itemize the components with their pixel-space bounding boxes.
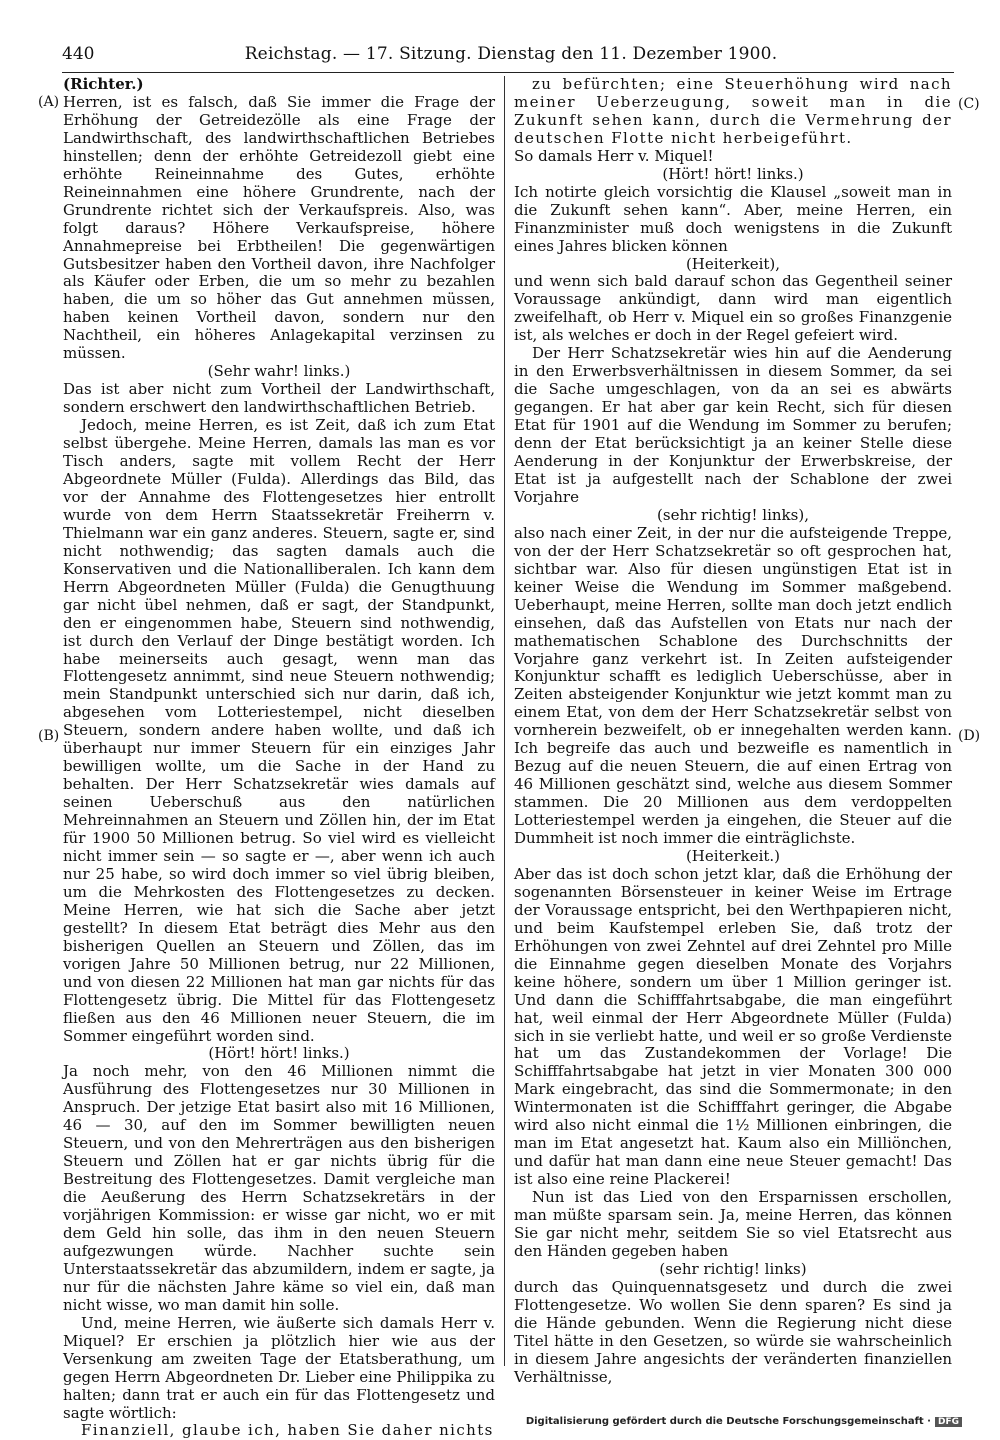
- margin-mark-a: (A): [38, 94, 60, 110]
- paragraph: also nach einer Zeit, in der nur die aufsteigende Treppe, von der der Herr Schatzsekretär so oft gesprochen hat, sichtbar war. Also für diesen ungünstigen Etat ist in keiner Weise die Wendung im Sommer maßgebend. Ueberhaupt, meine Herren, sollte man doch jetzt endlich einsehen, daß das Aufstellen von Etats nur nach der mathematischen Schablone des Durchschnitts der Vorjahre ganz verkehrt ist. In Zeiten aufsteigender Konjunktur schafft es lediglich Ueberschüsse, aber in Zeiten absteigender Konjunktur wie jetzt kommt man zu einem Etat, von dem der Herr Schatzsekretär selbst von vornherein bezweifelt, ob er innegehalten werden kann. Ich begreife das auch und bezweifle es namentlich in Bezug auf die neuen Steuern, die auf einen Ertrag von 46 Millionen geschätzt sind, welche aus diesem Sommer stammen. Die 20 Millionen aus dem verdoppelten Lotteriestempel werden ja eingehen, die Steuer auf die Dummheit ist noch immer die einträglichste.: [514, 523, 952, 848]
- page-header: [62, 44, 960, 68]
- interjection: (Heiterkeit),: [685, 254, 781, 273]
- margin-mark-d: (D): [958, 728, 981, 744]
- speaker-label: (Richter.): [63, 75, 144, 93]
- paragraph: Der Herr Schatzsekretär wies hin auf die Aenderung in den Erwerbsverhältnissen in diesem Sommer, da sei die Sache umgeschlagen, von da an sei es abwärts gegangen. Er hat aber gar kein Recht, sich für diesen Etat für 1901 auf die Wendung im Sommer zu berufen; denn der Etat berücksichtigt ja an keiner Stelle diese Aenderung in der Konjunktur der Erwerbskreise, der Etat ist ja aufgestellt nach der Schablone der zwei Vorjahre: [514, 344, 952, 506]
- paragraph: Ja noch mehr, von den 46 Millionen nimmt die Ausführung des Flottengesetzes nur 30 Millionen in Anspruch. Der jetzige Etat basirt also mit 16 Millionen, 46 — 30, auf den im Sommer bewilligten neuen Steuern, und von den Mehrerträgen aus den bisherigen Steuern und Zöllen hat er gar nichts übrig für die Bestreitung des Flottengesetzes. Damit vergleiche man die Aeußerung des Herrn Schatzsekretärs in der vorjährigen Kommission: er wisse gar nicht, wo er mit dem Geld hin solle, das ihm in den neuen Steuern aufgezwungen würde. Nachher suchte sein Unterstaatssekretär das abzumildern, indem er sagte, ja nur für die nächsten Jahre käme so viel ein, daß man nicht wisse, wo man damit hin solle.: [63, 1062, 495, 1314]
- page-title: Reichstag. — 17. Sitzung. Dienstag den 11. Dezember 1900.: [244, 44, 778, 64]
- paragraph: Das ist aber nicht zum Vortheil der Landwirthschaft, sondern erschwert den landwirthschaftlichen Betrieb.: [63, 380, 495, 417]
- interjection: (Heiterkeit.): [685, 846, 781, 865]
- interjection: (Hört! hört! links.): [208, 1044, 350, 1063]
- column-divider: [504, 76, 505, 1366]
- paragraph: Herren, ist es falsch, daß Sie immer die Frage der Erhöhung der Getreidezölle als eine Frage der Landwirthschaft, des landwirthschaftlichen Betriebes hinstellen; denn der erhöhte Getreidezoll giebt eine erhöhte Reineinnahme des Gutes, erhöhte Reineinnahmen eine höhere Grundrente, nach der Grundrente richtet sich der Verkaufspreis. Also, was folgt daraus? Höhere Verkaufspreise, höhere Annahmepreise bei Erbtheilen! Die gegenwärtigen Gutsbesitzer haben den Vortheil davon, ihre Nachfolger als Käufer oder Erben, die um so mehr zu bezahlen haben, die um so höher das Gut annehmen müssen, haben keinen Vortheil davon, sondern nur den Nachtheil, ein höheres Anlagekapital verzinsen zu müssen.: [63, 92, 495, 363]
- margin-mark-b: (B): [38, 728, 60, 744]
- paragraph: Nun ist das Lied von den Ersparnissen erschollen, man müßte sparsam sein. Ja, meine Herren, das können Sie gar nicht mehr, seitdem Sie so viel Etatsrecht aus den Händen gegeben haben: [514, 1188, 952, 1260]
- dfg-logo: DFG: [935, 1417, 962, 1427]
- footer-text: Digitalisierung gefördert durch die Deutsche Forschungsgemeinschaft ·: [525, 1416, 931, 1427]
- left-column: [63, 76, 495, 1440]
- page-number: 440: [62, 44, 95, 64]
- interjection: (sehr richtig! links): [659, 1259, 807, 1278]
- quotation: zu befürchten; eine Steuerhöhung wird nach meiner Ueberzeugung, soweit man in die Zukunft sehen kann, durch die Vermehrung der deutschen Flotte nicht herbeigeführt.: [514, 75, 952, 147]
- quotation: Finanziell, glaube ich, haben Sie daher nichts: [81, 1421, 494, 1440]
- header-rule: [62, 72, 954, 73]
- paragraph: durch das Quinquennatsgesetz und durch die zwei Flottengesetze. Wo wollen Sie denn sparen? Es sind ja die Hände gebunden. Wenn die Regierung nicht diese Titel hätte in den Gesetzen, so würde sie wahrscheinlich in diesem Jahre angesichts der veränderten finanziellen Verhältnisse,: [514, 1277, 952, 1386]
- footer-credit: [526, 1416, 962, 1427]
- paragraph: und wenn sich bald darauf schon das Gegentheil seiner Voraussage ankündigt, dann wird man eigentlich zweifelhaft, ob Herr v. Miquel ein so großes Finanzgenie ist, als welches er doch in der Regel gefeiert wird.: [514, 272, 952, 345]
- interjection: (Sehr wahr! links.): [207, 362, 351, 381]
- right-column: [514, 76, 952, 1387]
- paragraph: Jedoch, meine Herren, es ist Zeit, daß ich zum Etat selbst übergehe. Meine Herren, damals las man es vor Tisch anders, sagte mit vollem Recht der Herr Abgeordnete Müller (Fulda). Allerdings das Bild, das vor der Annahme des Flottengesetzes hier entrollt wurde von dem Herrn Staatssekretär Freiherrn v. Thielmann war ein ganz anderes. Steuern, sagte er, sind nicht nothwendig; das sagten damals auch die Konservativen und die Nationalliberalen. Ich kann dem Herrn Abgeordneten Müller (Fulda) die Genugthuung gar nicht übel nehmen, daß er sagt, der Standpunkt, den er eingenommen habe, Steuern sind nothwendig, ist durch den Verlauf der Dinge bestätigt worden. Ich habe meinerseits auch gesagt, wenn man das Flottengesetz annimmt, sind neue Steuern nothwendig; mein Standpunkt unterschied sich nur darin, daß ich, abgesehen vom Lotteriestempel, nicht dieselben Steuern, sondern andere haben wollte, und daß ich überhaupt nur immer Steuern für ein einziges Jahr bewilligen wollte, um die Sache in der Hand zu behalten. Der Herr Schatzsekretär wies damals auf seinen Ueberschuß aus den natürlichen Mehreinnahmen an Steuern und Zöllen hin, der im Etat für 1900 50 Millionen betrug. So viel wird es vielleicht nicht immer sein — so sagte er —, aber wenn ich auch nur 25 habe, so wird doch immer so viel übrig bleiben, um die Mehrkosten des Flottengesetzes zu decken. Meine Herren, wie hat sich die Sache aber jetzt gestellt? In diesem Etat beträgt dies Mehr aus den bisherigen Quellen an Steuern und Zöllen, das im vorigen Jahre 50 Millionen betrug, nur 22 Millionen, und von diesen 22 Millionen hat man gar nichts für das Flottengesetz übrig. Die Mittel für das Flottengesetz fließen aus den 46 Millionen neuer Steuern, die im Sommer eingeführt worden sind.: [63, 416, 495, 1045]
- paragraph: Aber das ist doch schon jetzt klar, daß die Erhöhung der sogenannten Börsensteuer in keiner Weise im Ertrage der Voraussage entspricht, bei den Werthpapieren nicht, und beim Kaufstempel erleben Sie, daß trotz der Erhöhungen von zwei Zehntel auf drei Zehntel pro Mille die Einnahme gegen dieselben Monate des Vorjahrs keine höhere, sondern um über 1 Million geringer ist. Und dann die Schifffahrtsabgabe, die man eingeführt hat, weil einmal der Herr Abgeordnete Müller (Fulda) sich in sie verliebt hatte, und weil er so große Verdienste hat um das Zustandekommen der Vorlage! Die Schifffahrtsabgabe hat jetzt in vier Monaten 300 000 Mark eingebracht, das sind die Sommermonate; in den Wintermonaten ist die Schifffahrt geringer, die Abgabe wird also nicht einmal die 1½ Millionen einbringen, die man im Etat angesetzt hat. Kaum also ein Milliönchen, und dafür hat man dann eine neue Steuer gemacht! Das ist also eine reine Plackerei!: [514, 864, 952, 1189]
- interjection: (sehr richtig! links),: [657, 505, 809, 524]
- paragraph: So damals Herr v. Miquel!: [514, 146, 714, 165]
- margin-mark-c: (C): [958, 96, 980, 112]
- interjection: (Hört! hört! links.): [662, 164, 804, 183]
- paragraph: Ich notirte gleich vorsichtig die Klausel „soweit man in die Zukunft sehen kann“. Aber, meine Herren, ein Finanzminister muß doch wenigstens in die Zukunft eines Jahres blicken können: [514, 182, 952, 255]
- paragraph: Und, meine Herren, wie äußerte sich damals Herr v. Miquel? Er erschien ja plötzlich hier wie aus der Versenkung am zweiten Tage der Etatsberathung, um gegen Herrn Abgeordneten Dr. Lieber eine Philippika zu halten; dann trat er auch ein für das Flottengesetz und sagte wörtlich:: [63, 1313, 495, 1422]
